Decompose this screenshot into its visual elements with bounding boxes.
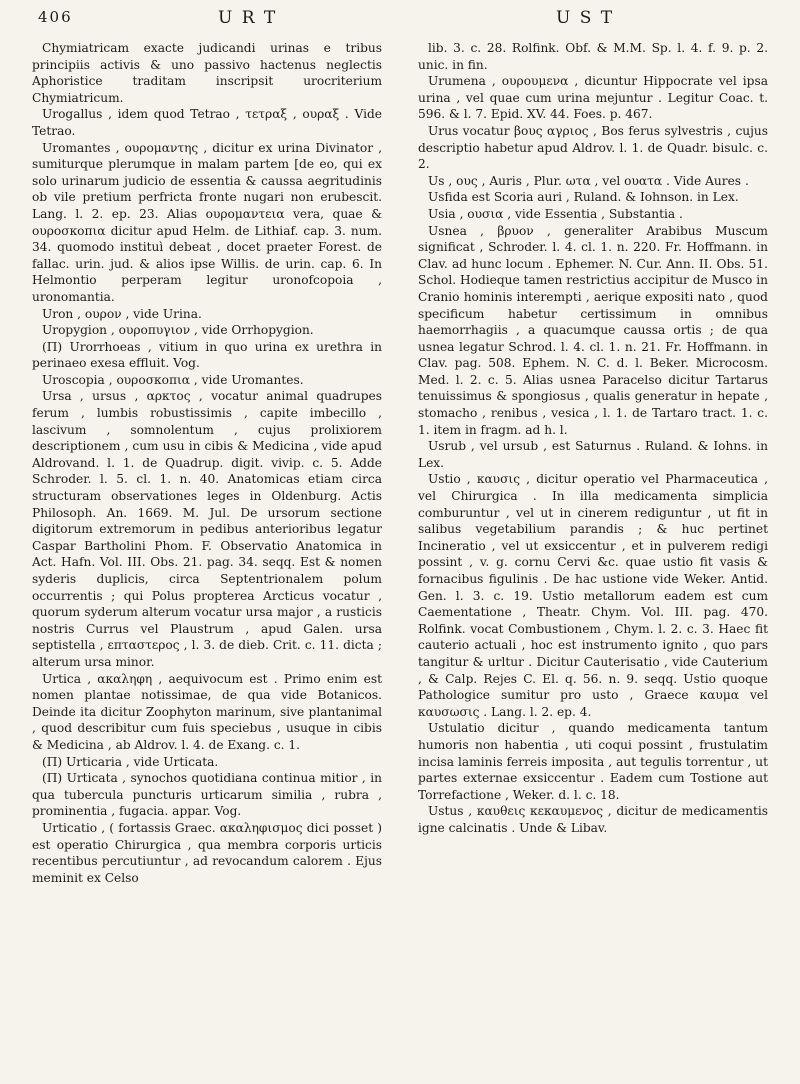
left-running-head: U R T (218, 8, 278, 28)
entry: Usnea , βρυον , generaliter Arabibus Muscum significat , Schroder. l. 4. cl. 1. n. 220. Fr. Hoffmann. in Clav. ad hunc locum . Ephemer. N. Cur. Ann. II. Obs. 51. Schol. Hodieque tamen restrictius accipitur de Musco in Cranio hominis interempti , aerique expositi nato , quod specificum habetur certissimum in omnibus haemorrhagiis , a quacumque caussa ortis ; de qua usnea legatur Schrod. l. 4. cl. 1. n. 21. Fr. Hoffmann. in Clav. pag. 508. Ephem. N. C. d. l. Beker. Microcosm. Med. l. 2. c. 5. Alias usnea Paracelso dicitur Tartarus tenuissimus & spongiosus , qualis generatur in hepate , stomacho , renibus , vesica , l. 1. de Tartaro tract. 1. c. 1. item in fragm. ad h. l. (418, 223, 768, 437)
entry: Ursa , ursus , αρκτος , vocatur animal quadrupes ferum , lumbis robustissimis , capite imbecillo , lascivum , somnolentum , cujus prolixiorem descriptionem , cum usu in cibis & Medicina , vide apud Aldrovand. l. 1. de Quadrup. digit. vivip. c. 5. Adde Schroder. l. 5. cl. 1. n. 40. Anatomicas etiam circa structuram observationes leges in Oldenburg. Actis Philosoph. An. 1669. M. Jul. De ursorum sectione digitorum extremorum in pedibus anterioribus legatur Caspar Bartholini Phom. F. Observatio Anatomica in Act. Hafn. Vol. III. Obs. 21. pag. 34. seqq. Est & nomen syderis duplicis, circa Septentrionalem polum occurrentis ; qui Polus propterea Arcticus vocatur , quorum syderum alterum vocatur ursa major , a rusticis nostris Currus vel Plaustrum , apud Galen. ursa septistella , επταστερος , l. 3. de dieb. Crit. c. 11. dicta ; alterum ursa minor. (32, 389, 382, 669)
entry: Ustio , καυσις , dicitur operatio vel Pharmaceutica , vel Chirurgica . In illa medicamenta simplicia comburuntur , vel ut in cinerem rediguntur , ut fit in salibus vegetabilium parandis ; & huc pertinet Incineratio , vel ut exsiccentur , et in pulverem redigi possint , v. g. cornu Cervi &c. quae ustio fit vasis & fornacibus figulinis . De hac ustione vide Weker. Antid. Gen. l. 3. c. 19. Ustio metallorum eadem est cum Caementatione , Theatr. Chym. Vol. III. pag. 470. Rolfink. vocat Combustionem , Chym. l. 2. c. 3. Haec fit cauterio actuali , hoc est instrumento ignito , quo pars tangitur & urltur . Dicitur Cauterisatio , vide Cauterium , & Calp. Rejes C. El. q. 56. n. 9. seqq. Ustio quoque Pathologice sumitur pro usto , Graece καυμα vel καυσωσις . Lang. l. 2. ep. 4. (418, 472, 768, 719)
entry: Ustulatio dicitur , quando medicamenta tantum humoris non habentia , uti coqui possint , frustulatim incisa laminis ferreis imposita , aut tegulis torrentur , ut partes externae exsiccentur . Eadem cum Tostione aut Torrefactione , Weker. d. l. c. 18. (418, 721, 768, 802)
entry: (Π) Urticaria , vide Urticata. (42, 754, 219, 769)
entry: Urtica , ακαληφη , aequivocum est . Primo enim est nomen plantae notissimae, de qua vide Botanicos. Deinde ita dicitur Zoophyton marinum, sive plantanimal , quod describitur cum fuis speciebus , usuque in cibis & Medicina , ab Aldrov. l. 4. de Exang. c. 1. (32, 671, 382, 752)
entry: Urumena , ουρουμενα , dicuntur Hippocrate vel ipsa urina , vel quae cum urina mejuntur . Legitur Coac. t. 596. & l. 7. Epid. XV. 44. Foes. p. 467. (418, 74, 768, 122)
entry: Ustus , καυθεις κεκαυμενος , dicitur de medicamentis igne calcinatis . Unde & Libav. (418, 804, 768, 835)
entry: Urus vocatur βους αγριος , Bos ferus sylvestris , cujus descriptio habetur apud Aldrov. l. 1. de Quadr. bisulc. c. 2. (418, 123, 768, 172)
entry: Usfida est Scoria auri , Ruland. & Iohnson. in Lex. (428, 190, 739, 205)
entry: (Π) Urticata , synochos quotidiana continua mitior , in qua tubercula puncturis urticarum similia , rubra , prominentia , fugacia. appar. Vog. (32, 771, 382, 819)
entry: Uron , ουρον , vide Urina. (42, 306, 202, 321)
entry: Uropygion , ουροπυγιον , vide Orrhopygion. (42, 323, 314, 338)
entry: Urogallus , idem quod Tetrao , τετραξ , ουραξ . Vide Tetrao. (32, 107, 382, 138)
entry: Usia , ουσια , vide Essentia , Substantia . (428, 206, 683, 221)
entry: (Π) Urorrhoeas , vitium in quo urina ex urethra in perinaeo exesa effluit. Vog. (32, 339, 382, 371)
entry: lib. 3. c. 28. Rolfink. Obf. & M.M. Sp. l. 4. f. 9. p. 2. unic. in fin. (418, 41, 768, 72)
right-column (418, 40, 768, 1076)
entry: Uroscopia , ουροσκοπια , vide Uromantes. (42, 372, 304, 387)
entry: Usrub , vel ursub , est Saturnus . Ruland. & Iohns. in Lex. (418, 439, 768, 470)
entry: Us , ους , Auris , Plur. ωτα , vel ουατα . Vide Aures . (428, 173, 749, 188)
entry: Uromantes , ουρομαντης , dicitur ex urina Divinator , sumiturque plerumque in malam partem [de eo, qui ex solo urinarum judicio de essentia & caussa aegritudinis ob vile pretium perfricta fronte nugari non erubescit. Lang. l. 2. ep. 23. Alias ουρομαντεια vera, quae & ουροσκοπια dicitur apud Helm. de Lithiaf. cap. 3. num. 34. quomodo instituì debeat , docet praeter Forest. de fallac. urin. jud. & alios ipse Willis. de urin. cap. 6. In Helmontio perperam legitur uronofcopoia , uronomantia. (32, 140, 382, 304)
right-running-head: U S T (556, 8, 615, 28)
running-header (0, 8, 800, 34)
left-column (32, 40, 382, 1076)
page-number: 406 (38, 8, 73, 26)
entry: Urticatio , ( fortassis Graec. ακαληφισμος dici posset ) est operatio Chirurgica , qua membra corporis urticis recentibus percutiuntur , ad revocandum calorem . Ejus meminit ex Celso (32, 820, 382, 885)
entry: Chymiatricam exacte judicandi urinas e tribus principiis activis & uno passivo hactenus neglectis Aphoristice traditam inscripsit urocriterium Chymiatricum. (32, 41, 382, 105)
